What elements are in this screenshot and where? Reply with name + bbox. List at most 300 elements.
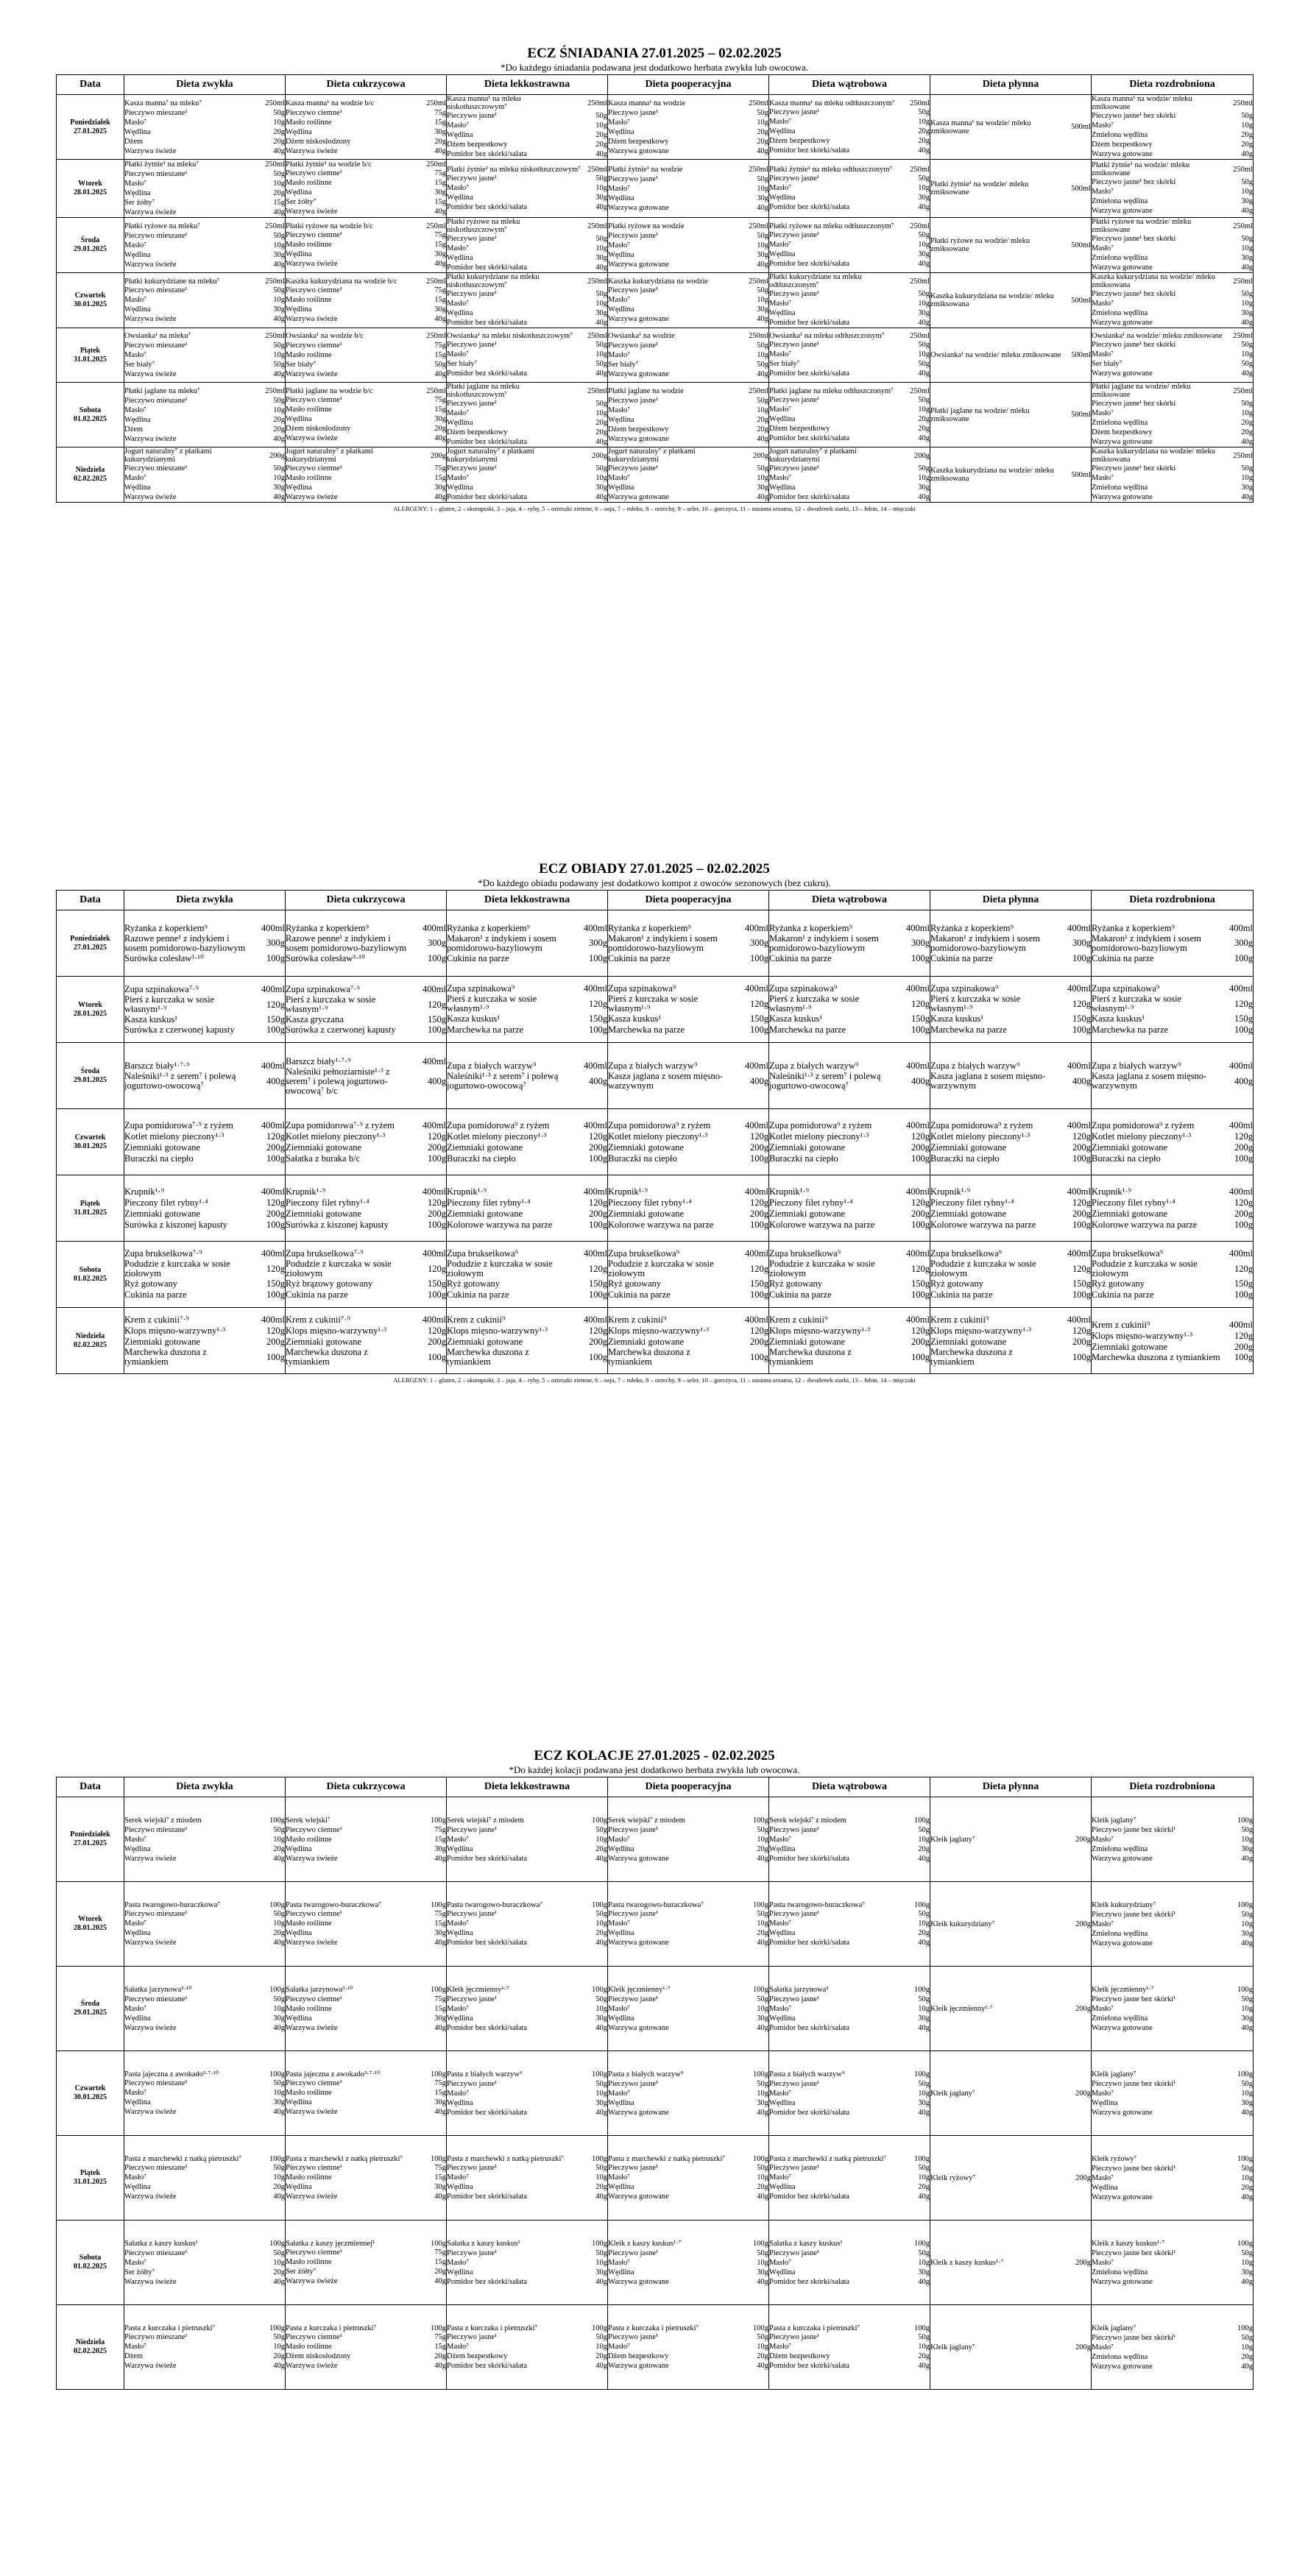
item-name: Pomidor bez skórki/sałata <box>769 493 850 501</box>
day-name: Piątek <box>79 1199 101 1208</box>
item-name: Masło⁷ <box>1092 244 1114 252</box>
menu-item <box>447 2014 607 2023</box>
menu-item <box>769 1278 930 1289</box>
header-diet: Dieta rozdrobniona <box>1092 75 1254 95</box>
item-portion: 50g <box>595 2163 607 2172</box>
menu-item <box>769 934 930 953</box>
item-portion: 40g <box>595 150 607 158</box>
menu-item <box>608 923 768 934</box>
item-portion: 20g <box>1241 2352 1253 2361</box>
day-cell <box>57 1797 124 1882</box>
item-portion: 400ml <box>261 922 285 933</box>
item-name: Pomidor bez skórki/sałata <box>769 202 850 211</box>
item-portion: 40g <box>434 314 446 323</box>
item-name: Cukinia na parze <box>286 1289 348 1300</box>
menu-item <box>608 1928 768 1938</box>
item-name: Pieczywo jasne¹ <box>608 464 659 473</box>
item-portion: 100g <box>1234 1352 1253 1362</box>
item-portion: 40g <box>434 493 446 501</box>
menu-item <box>286 1901 446 1909</box>
item-portion: 400ml <box>423 1248 446 1259</box>
menu-item <box>286 259 446 269</box>
menu-item <box>1092 1289 1253 1301</box>
item-name: Makaron¹ z indykiem i sosem pomidorowo-bazyliowym <box>930 933 1040 953</box>
item-name: Owsianka¹ na mleku niskotłuszczowym⁷ <box>447 332 573 340</box>
menu-item <box>769 1919 930 1928</box>
menu-item <box>1092 1013 1253 1025</box>
item-name: Masło⁷ <box>447 2258 469 2267</box>
menu-item <box>769 1348 930 1367</box>
item-portion: 100g <box>428 1219 446 1230</box>
day-cell <box>57 160 124 218</box>
menu-item <box>286 1326 446 1337</box>
menu-item <box>1092 2352 1253 2362</box>
item-portion: 15g <box>434 474 446 482</box>
item-name: Masło⁷ <box>124 2173 146 2182</box>
day-name: Sobota <box>79 1265 102 1274</box>
item-portion: 100g <box>753 2239 768 2248</box>
menu-item <box>930 2004 1091 2014</box>
item-name: Kasza manna¹ na mleku niskotłuszczowym⁷ <box>447 95 521 111</box>
item-name: Sałatka z kaszy jęczmiennej¹ <box>286 2239 375 2248</box>
item-portion: 120g <box>1072 998 1091 1009</box>
item-name: Kotlet mielony pieczony¹·³ <box>1092 1130 1192 1142</box>
menu-item <box>1092 121 1253 130</box>
section-note: *Do każdego obiadu podawany jest dodatkowo kompot z owoców sezonowych (bez cukru). <box>478 877 831 888</box>
item-name: Sałatka jarzynowa³·¹⁰ <box>286 1985 353 1994</box>
item-name: Masło⁷ <box>769 300 791 308</box>
menu-cell <box>124 95 286 160</box>
item-portion: 120g <box>911 1263 930 1274</box>
menu-cell <box>124 2051 286 2136</box>
menu-item <box>769 1825 930 1835</box>
item-portion: 100g <box>1234 952 1253 963</box>
item-name: Masło⁷ <box>769 117 791 126</box>
menu-item <box>769 2268 930 2277</box>
menu-item <box>286 1985 446 1995</box>
item-name: Wędlina <box>769 309 796 317</box>
item-portion: 40g <box>273 146 285 155</box>
menu-item <box>769 273 930 289</box>
item-portion: 10g <box>273 241 285 250</box>
item-name: Pieczywo mieszane¹ <box>124 464 188 473</box>
menu-item <box>1092 111 1253 121</box>
item-name: Surówka z czerwonej kapusty <box>124 1025 235 1035</box>
item-name: Warzywa świeże <box>124 2361 177 2370</box>
item-portion: 100g <box>1072 1153 1091 1164</box>
item-portion: 40g <box>918 1854 930 1863</box>
item-name: Wędlina <box>1092 2183 1118 2192</box>
item-name: Klops mięsno-warzywny¹·³ <box>124 1326 225 1336</box>
item-portion: 400ml <box>906 1061 930 1071</box>
menu-item <box>1092 1197 1253 1209</box>
menu-item <box>286 207 446 216</box>
menu-item <box>124 425 285 434</box>
menu-item <box>1092 1331 1253 1342</box>
item-portion: 50g <box>757 286 768 294</box>
item-portion: 20g <box>273 415 285 424</box>
item-name: Masło⁷ <box>608 2004 630 2013</box>
item-portion: 400ml <box>745 1186 768 1197</box>
item-portion: 100g <box>269 1900 285 1909</box>
item-name: Pieczywo jasne¹ <box>608 108 659 117</box>
item-name: Ziemniaki gotowane <box>124 1208 201 1219</box>
menu-item <box>447 1938 607 1947</box>
day-cell <box>57 328 124 383</box>
item-name: Pieczywo jasne bez skórki¹ <box>1092 2333 1176 2342</box>
item-portion: 250ml <box>749 332 768 340</box>
item-portion: 400ml <box>423 1119 446 1130</box>
menu-item <box>447 2258 607 2268</box>
item-portion: 400ml <box>906 1186 930 1197</box>
item-portion: 10g <box>595 1919 607 1928</box>
item-portion: 75g <box>434 2248 446 2257</box>
item-name: Pasta twarogowo-buraczkowa⁷ <box>769 1900 865 1909</box>
item-name: Pomidor bez skórki/sałata <box>447 1938 528 1947</box>
menu-item <box>447 299 607 308</box>
item-portion: 75g <box>434 2163 446 2172</box>
item-name: Warzywa gotowane <box>1092 2277 1153 2286</box>
item-portion: 400g <box>428 1075 446 1086</box>
item-name: Masło⁷ <box>1092 188 1114 196</box>
menu-item <box>447 1289 607 1301</box>
item-name: Ziemniaki gotowane <box>930 1142 1007 1153</box>
item-name: Sałatka z buraka b/c <box>286 1153 360 1164</box>
item-name: Masło⁷ <box>608 1835 630 1844</box>
menu-item <box>1092 1120 1253 1131</box>
item-name: Wędlina <box>286 1844 312 1853</box>
item-name: Masło⁷ <box>124 295 146 304</box>
item-portion: 40g <box>1241 150 1253 158</box>
item-portion: 30g <box>273 250 285 259</box>
item-portion: 500ml <box>1071 123 1091 131</box>
menu-cell <box>286 1109 447 1175</box>
menu-item <box>447 383 607 399</box>
item-portion: 30g <box>757 194 768 202</box>
day-row <box>57 1967 1254 2051</box>
menu-item <box>769 405 930 414</box>
menu-item <box>447 318 607 328</box>
menu-item <box>1092 177 1253 187</box>
item-name: Masło⁷ <box>447 2173 469 2182</box>
menu-item <box>930 934 1091 953</box>
menu-item <box>608 137 768 146</box>
item-name: Pieczywo jasne¹ <box>608 2332 659 2341</box>
item-portion: 15g <box>434 118 446 127</box>
item-name: Wędlina <box>608 415 634 424</box>
item-name: Krem z cukinii⁹ <box>608 1314 667 1325</box>
menu-item <box>286 953 446 964</box>
item-name: Wędlina <box>286 2014 312 2023</box>
menu-item <box>124 1186 285 1197</box>
item-portion: 40g <box>918 2023 930 2032</box>
menu-cell <box>124 1882 286 1967</box>
item-portion: 250ml <box>265 386 285 395</box>
item-name: Wędlina <box>124 484 151 492</box>
menu-item <box>769 2108 930 2117</box>
menu-cell <box>1092 1109 1254 1175</box>
menu-item <box>447 2342 607 2352</box>
item-portion: 120g <box>266 1197 285 1208</box>
item-name: Surówka colesław³·¹⁰ <box>124 952 204 963</box>
menu-item <box>769 1120 930 1131</box>
item-portion: 120g <box>266 1130 285 1142</box>
menu-item <box>447 2361 607 2371</box>
item-portion: 10g <box>757 118 768 127</box>
item-portion: 40g <box>434 2276 446 2285</box>
item-name: Pomidor bez skórki/sałata <box>769 259 850 268</box>
menu-item <box>769 2239 930 2248</box>
menu-item <box>124 2023 285 2033</box>
item-portion: 200g <box>589 1142 607 1153</box>
item-portion: 40g <box>595 2277 607 2286</box>
menu-item <box>769 183 930 193</box>
menu-item <box>608 415 768 425</box>
item-portion: 20g <box>273 137 285 146</box>
menu-cell <box>286 1882 447 1967</box>
item-name: Warzywa gotowane <box>1092 2362 1153 2371</box>
item-name: Masło⁷ <box>608 474 630 482</box>
menu-cell <box>447 1043 608 1109</box>
item-name: Warzywa gotowane <box>1092 207 1153 215</box>
item-name: Zupa szpinakowa⁷·⁹ <box>124 984 199 994</box>
menu-item <box>124 2192 285 2201</box>
item-portion: 10g <box>918 2258 930 2267</box>
item-name: Buraczki na ciepło <box>124 1153 194 1164</box>
item-portion: 10g <box>757 474 768 482</box>
item-name: Krupnik¹·⁹ <box>447 1186 487 1197</box>
section-title: ECZ OBIADY 27.01.2025 – 02.02.2025 <box>539 861 770 877</box>
menu-cell <box>769 910 930 977</box>
item-name: Pieczywo jasne bez skórki¹ <box>1092 2248 1176 2257</box>
item-portion: 10g <box>1241 409 1253 417</box>
item-portion: 75g <box>434 342 446 350</box>
item-name: Pierś z kurczaka w sosie własnym¹·⁹ <box>286 995 376 1014</box>
item-name: Pasta twarogowo-buraczkowa⁷ <box>447 1900 542 1909</box>
item-name: Pomidor bez skórki/sałata <box>769 1854 850 1863</box>
item-portion: 400ml <box>1229 1248 1253 1259</box>
menu-cell <box>769 328 930 383</box>
menu-item <box>769 1220 930 1231</box>
item-portion: 50g <box>273 361 285 369</box>
item-portion: 40g <box>434 370 446 378</box>
item-portion: 250ml <box>426 332 446 340</box>
item-portion: 50g <box>1241 290 1253 298</box>
item-name: Pieczywo ciemne¹ <box>286 2078 342 2087</box>
item-portion: 200g <box>1075 2343 1091 2352</box>
menu-cell <box>1092 1308 1254 1374</box>
menu-item <box>124 473 285 483</box>
item-portion: 50g <box>757 231 768 240</box>
day-cell <box>57 1308 124 1374</box>
item-portion: 10g <box>273 2258 285 2267</box>
item-portion: 10g <box>273 118 285 127</box>
item-portion: 300g <box>266 938 285 948</box>
item-name: Warzywa gotowane <box>608 2192 669 2201</box>
item-name: Cukinia na parze <box>608 952 671 963</box>
menu-item <box>286 2182 446 2192</box>
menu-item <box>124 295 285 305</box>
item-portion: 250ml <box>749 277 768 286</box>
menu-item <box>124 1825 285 1835</box>
item-name: Buraczki na ciepło <box>608 1153 677 1164</box>
item-name: Krupnik¹·⁹ <box>124 1186 164 1197</box>
item-name: Marchewka duszona z tymiankiem <box>1092 1352 1220 1362</box>
menu-item <box>608 2079 768 2089</box>
menu-item <box>124 360 285 369</box>
item-name: Pieczywo ciemne¹ <box>286 395 342 404</box>
item-name: Wędlina <box>608 305 634 314</box>
item-name: Pieczywo mieszane¹ <box>124 342 188 350</box>
item-name: Zupa brukselkowa⁷·⁹ <box>286 1248 364 1259</box>
item-name: Kleik z kaszy kuskus¹·⁷ <box>930 2258 1004 2267</box>
menu-item <box>286 1197 446 1209</box>
menu-item <box>447 1835 607 1844</box>
item-portion: 120g <box>428 1197 446 1208</box>
menu-item <box>447 218 607 234</box>
menu-item <box>769 2023 930 2033</box>
item-name: Warzywa świeże <box>124 260 177 269</box>
menu-item <box>930 292 1091 308</box>
header-diet: Dieta lekkostrawna <box>447 75 608 95</box>
item-name: Wędlina <box>447 1928 473 1937</box>
item-name: Wędlina <box>769 2182 796 2191</box>
item-name: Kaszka kukurydziana na wodzie <box>608 277 709 286</box>
menu-item <box>286 369 446 379</box>
menu-item <box>1092 2362 1253 2371</box>
item-portion: 20g <box>273 2352 285 2360</box>
item-name: Wędlina <box>124 127 151 136</box>
item-portion: 120g <box>266 999 285 1010</box>
menu-item <box>286 405 446 414</box>
item-name: Masło⁷ <box>1092 300 1114 308</box>
menu-item <box>124 2173 285 2182</box>
item-name: Masło⁷ <box>124 2088 146 2097</box>
item-portion: 10g <box>757 406 768 414</box>
item-name: Masło⁷ <box>447 244 469 252</box>
menu-item <box>124 1248 285 1259</box>
item-portion: 75g <box>434 230 446 239</box>
menu-item <box>769 1025 930 1036</box>
item-name: Marchewka duszona z tymiankiem <box>447 1348 529 1367</box>
menu-item <box>286 2163 446 2173</box>
menu-item <box>286 1844 446 1854</box>
item-portion: 400ml <box>745 922 768 933</box>
menu-item <box>447 483 607 492</box>
menu-item <box>930 1220 1091 1231</box>
item-portion: 50g <box>273 2163 285 2172</box>
menu-item <box>124 1278 285 1289</box>
item-name: Ziemniaki gotowane <box>124 1142 201 1153</box>
item-portion: 100g <box>589 1153 607 1164</box>
item-portion: 200g <box>1075 2089 1091 2098</box>
menu-item <box>124 2078 285 2088</box>
item-portion: 100g <box>911 1219 930 1230</box>
item-portion: 100g <box>914 2324 930 2332</box>
menu-cell <box>124 2305 286 2390</box>
menu-item <box>124 386 285 396</box>
menu-item <box>1092 1939 1253 1948</box>
menu-item <box>286 230 446 240</box>
day-cell <box>57 1882 124 1967</box>
menu-cell <box>124 2136 286 2221</box>
item-name: Wędlina <box>608 250 634 259</box>
item-portion: 100g <box>269 2154 285 2163</box>
menu-cell <box>1092 160 1254 218</box>
item-portion: 250ml <box>265 222 285 230</box>
item-portion: 40g <box>757 493 768 501</box>
item-portion: 30g <box>434 414 446 423</box>
menu-cell <box>1092 1797 1254 1882</box>
item-portion: 10g <box>1241 244 1253 252</box>
item-name: Warzywa gotowane <box>1092 2023 1153 2032</box>
item-name: Podudzie z kurczaka w sosie ziołowym <box>769 1259 875 1278</box>
item-portion: 30g <box>273 2014 285 2023</box>
day-date: 31.01.2025 <box>74 355 107 364</box>
item-name: Pieczywo jasne¹ <box>769 2163 820 2172</box>
item-portion: 10g <box>757 1835 768 1844</box>
item-portion: 20g <box>918 127 930 135</box>
item-name: Pieczywo ciemne¹ <box>286 2248 342 2257</box>
item-portion: 50g <box>595 290 607 298</box>
item-name: Pieczywo ciemne¹ <box>286 169 342 177</box>
item-portion: 40g <box>918 493 930 501</box>
item-name: Kasza manna¹ na wodzie b/c <box>286 99 375 107</box>
menu-item <box>769 127 930 136</box>
menu-cell <box>769 383 930 447</box>
item-name: Ziemniaki gotowane <box>1092 1341 1168 1352</box>
item-name: Płatki jaglane na mleku odtłuszczonym⁷ <box>769 386 894 395</box>
item-name: Warzywa gotowane <box>1092 319 1153 327</box>
item-name: Pieczywo mieszane¹ <box>124 286 188 294</box>
item-name: Pieczywo mieszane¹ <box>124 231 188 240</box>
menu-item <box>1092 473 1253 483</box>
menu-item <box>447 994 607 1013</box>
item-portion: 40g <box>1241 319 1253 327</box>
menu-cell <box>930 1109 1092 1175</box>
item-name: Pieczywo jasne¹ <box>769 2332 820 2341</box>
item-portion: 50g <box>757 2079 768 2088</box>
item-portion: 100g <box>911 1351 930 1362</box>
menu-item <box>1092 1825 1253 1835</box>
item-name: Wędlina <box>447 2098 473 2107</box>
item-name: Krem z cukinii⁷·⁹ <box>286 1314 350 1325</box>
menu-item <box>608 2108 768 2117</box>
menu-item <box>1092 187 1253 197</box>
item-name: Wędlina <box>608 1928 634 1937</box>
item-name: Pieczywo jasne bez skórki¹ <box>1092 2079 1176 2088</box>
item-name: Razowe penne¹ z indykiem i sosem pomidorowo-bazyliowym <box>286 933 407 953</box>
item-name: Marchewka duszona z tymiankiem <box>769 1348 852 1367</box>
menu-item <box>769 1186 930 1197</box>
item-name: Płatki ryżowe na wodzie/ mleku zmiksowane <box>1092 218 1192 234</box>
item-portion: 250ml <box>1233 451 1253 460</box>
item-name: Buraczki na ciepło <box>447 1153 516 1164</box>
menu-item <box>447 1909 607 1919</box>
menu-item <box>124 2182 285 2192</box>
menu-item <box>1092 2004 1253 2014</box>
day-date: 30.01.2025 <box>74 300 107 308</box>
item-name: Ryżanka z koperkiem⁹ <box>769 922 852 933</box>
menu-item <box>124 2361 285 2371</box>
menu-cell <box>447 273 608 328</box>
item-name: Kleik jaglany⁷ <box>930 1835 975 1844</box>
item-portion: 120g <box>911 1197 930 1208</box>
item-portion: 120g <box>750 1263 768 1274</box>
item-portion: 50g <box>595 1995 607 2003</box>
item-portion: 250ml <box>749 165 768 174</box>
item-portion: 100g <box>753 1985 768 1994</box>
